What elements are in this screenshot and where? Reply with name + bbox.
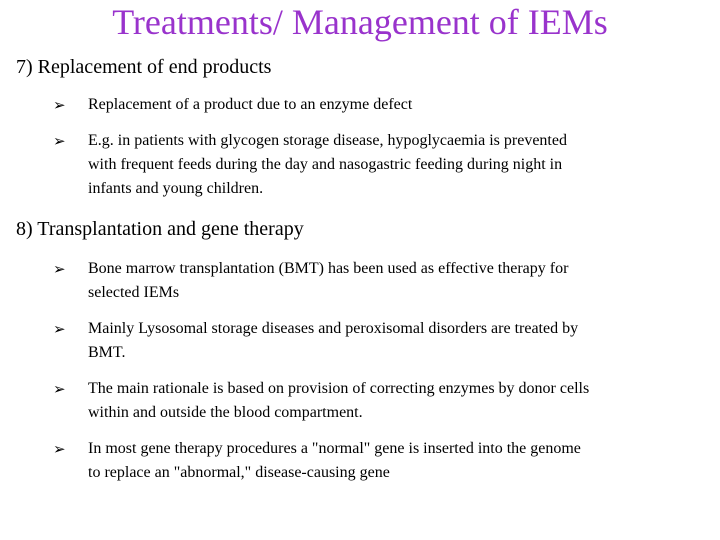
section-heading-replacement: 7) Replacement of end products xyxy=(16,56,272,78)
bullet-text: E.g. in patients with glycogen storage disease, hypoglycaemia is prevented with frequent feeds during the day and nasogastric feeding during night in infants and young children. xyxy=(88,132,567,197)
section-heading-transplantation: 8) Transplantation and gene therapy xyxy=(16,218,304,240)
bullet-text: Replacement of a product due to an enzyme defect xyxy=(88,96,413,113)
slide-title: Treatments/ Management of IEMs xyxy=(112,2,608,42)
bullet-text: The main rationale is based on provision of correcting enzymes by donor cells within and outside the blood compartment. xyxy=(88,380,590,421)
arrow-bullet-icon: ➢ xyxy=(53,320,66,338)
bullet-text: Mainly Lysosomal storage diseases and peroxisomal disorders are treated by BMT. xyxy=(88,320,579,361)
arrow-bullet-icon: ➢ xyxy=(53,380,66,398)
bullet-text: In most gene therapy procedures a "normal" gene is inserted into the genome to replace an "abnormal," disease-causing gene xyxy=(88,440,581,481)
arrow-bullet-icon: ➢ xyxy=(53,440,66,458)
arrow-bullet-icon: ➢ xyxy=(53,132,66,150)
arrow-bullet-icon: ➢ xyxy=(53,260,66,278)
bullet-text: Bone marrow transplantation (BMT) has been used as effective therapy for selected IEMs xyxy=(88,260,569,301)
arrow-bullet-icon: ➢ xyxy=(53,96,66,114)
